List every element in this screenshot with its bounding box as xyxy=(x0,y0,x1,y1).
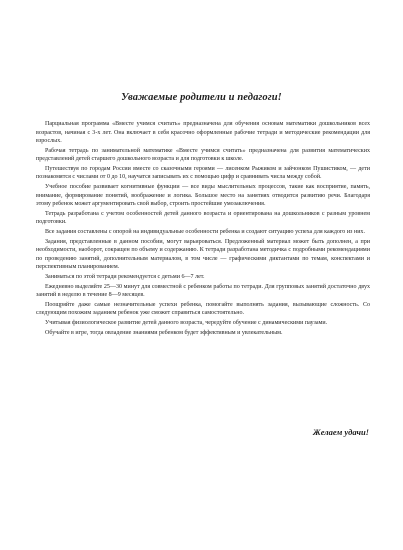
paragraph: Заниматься по этой тетради рекомендуется с детьми 6—7 лет. xyxy=(45,273,205,280)
paragraph: Поощряйте даже самые незначительные успехи ребенка, помогайте выполнять задания, вызывающие сложность. Со следующим похожим заданием ребенок уже сможет справиться самостоятельно. xyxy=(36,301,370,317)
paragraph: Путешествуя по городам России вместе со сказочными героями — лисенком Рыжиком и зайчонком Пушистиком, — дети познакомятся с числами от 0 до 10, научатся записывать их с помощью цифр и сравнивать числа между собой. xyxy=(36,165,370,181)
page-title: Уважаемые родители и педагоги! xyxy=(121,92,282,103)
paragraph: Задания, представленные в данном пособии, могут варьироваться. Предложенный материал может быть дополнен, а при необходимости, наоборот, сокращен по объему и содержанию. К тетради разработана методичка с подробными рекомендациями по проведению занятий, дополнительным материалом, в том числе — графическими диктантами по темам, конспектами и перспективным планированием. xyxy=(36,238,370,271)
closing-wish: Желаем удачи! xyxy=(312,427,369,437)
body-text xyxy=(36,120,370,338)
paragraph: Ежедневно выделяйте 25—30 минут для совместной с ребенком работы по тетради. Для групповых занятий достаточно двух занятий в неделю в течение 8—9 месяцев. xyxy=(36,283,370,298)
paragraph: Обучайте в игре, тогда овладение знаниями ребенком будет эффективным и увлекательным. xyxy=(45,329,283,336)
paragraph: Парциальная программа «Вместе учимся считать» предназначена для обучения основам математики дошкольников всех возрастов, начиная с 3-х лет. Она включает в себя красочно оформленные рабочие тетради и методические рекомендации для взрослых. xyxy=(36,121,370,144)
paragraph: Все задания составлены с опорой на индивидуальные особенности ребенка и создают ситуацию успеха для каждого из них. xyxy=(45,228,365,235)
paragraph: Учебное пособие развивает когнитивные функции — все виды мыслительных процессов, такие как восприятие, память, внимание, формирование понятий, воображение и логика. Большое место на занятиях отводится развитию речи. Благодаря этому ребенок может аргументировать свой выбор, строить простейшие умозаключения. xyxy=(36,184,370,208)
paragraph: Тетрадь разработана с учетом особенностей детей данного возраста и ориентирована на дошкольников с разным уровнем подготовки. xyxy=(36,210,370,226)
paragraph: Учитывая физиологическое развитие детей данного возраста, чередуйте обучение с динамическими паузами. xyxy=(45,319,328,326)
paragraph: Рабочая тетрадь по занимательной математике «Вместе учимся считать» предназначена для развития математических представлений детей старшего дошкольного возраста и для подготовки к школе. xyxy=(36,147,370,163)
